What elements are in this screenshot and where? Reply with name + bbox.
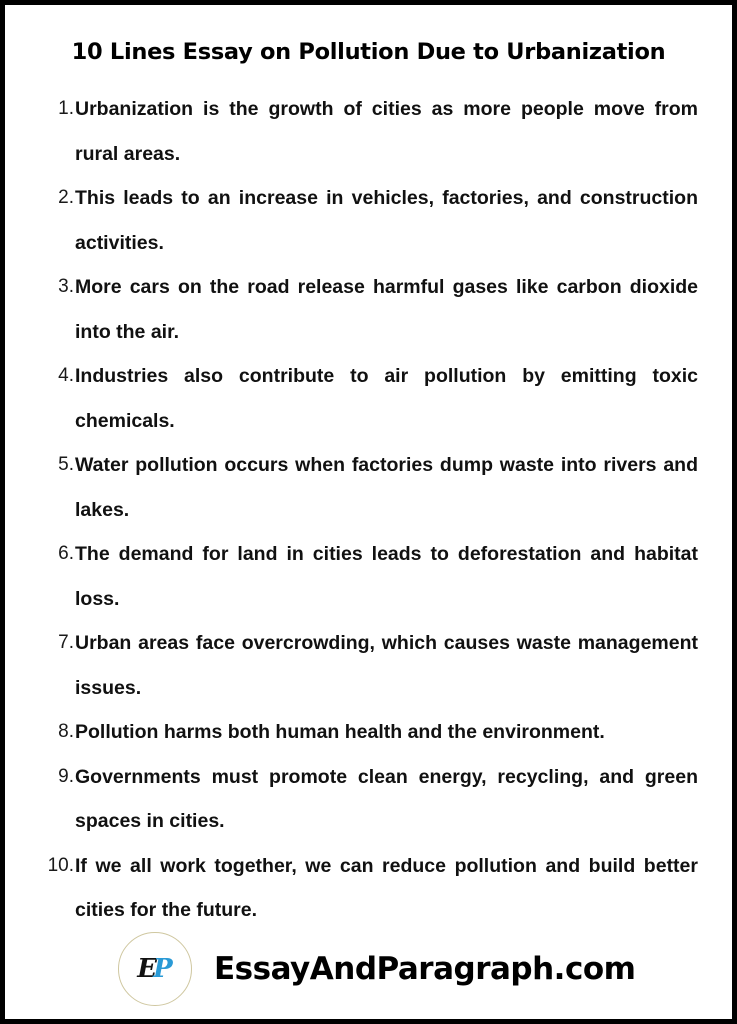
item-number: 1. — [58, 98, 74, 119]
logo-letter-p: P — [153, 954, 173, 984]
list-item — [5, 844, 732, 933]
item-number: 9. — [58, 765, 74, 787]
item-number: 4. — [58, 365, 74, 386]
site-branding — [118, 931, 635, 1007]
item-number: 2. — [58, 187, 74, 208]
item-text: More cars on the road release harmful gases like carbon dioxide into the air. — [75, 276, 698, 343]
item-text: The demand for land in cities leads to deforestation and habitat loss. — [75, 543, 698, 610]
list-item — [5, 87, 732, 176]
item-text: Pollution harms both human health and the environment. — [75, 721, 605, 743]
item-text: Urbanization is the growth of cities as more people move from rural areas. — [75, 98, 698, 165]
list-item — [5, 755, 732, 844]
ep-logo-icon — [118, 932, 192, 1006]
page-frame — [5, 5, 732, 1019]
item-text: Industries also contribute to air pollution by emitting toxic chemicals. — [75, 365, 698, 432]
list-item — [5, 621, 732, 710]
essay-lines-list — [5, 87, 732, 933]
item-number: 6. — [58, 543, 74, 564]
list-item — [5, 354, 732, 443]
list-item — [5, 532, 732, 621]
list-item — [5, 265, 732, 354]
item-text: If we all work together, we can reduce pollution and build better cities for the future. — [75, 854, 698, 921]
list-item — [5, 176, 732, 265]
list-item — [5, 710, 732, 755]
item-number: 7. — [58, 632, 74, 653]
list-item — [5, 443, 732, 532]
item-number: 3. — [58, 276, 74, 297]
logo-letter-e: E — [137, 954, 154, 984]
item-number: 5. — [58, 454, 74, 475]
item-text: Governments must promote clean energy, recycling, and green spaces in cities. — [75, 765, 698, 832]
page-title: 10 Lines Essay on Pollution Due to Urbanization — [71, 39, 666, 65]
item-text: Water pollution occurs when factories dump waste into rivers and lakes. — [75, 454, 698, 521]
item-text: Urban areas face overcrowding, which causes waste management issues. — [75, 632, 698, 699]
item-number: 10. — [47, 854, 74, 876]
site-name: EssayAndParagraph.com — [214, 951, 636, 987]
item-number: 8. — [58, 721, 74, 742]
item-text: This leads to an increase in vehicles, factories, and construction activities. — [75, 187, 698, 254]
